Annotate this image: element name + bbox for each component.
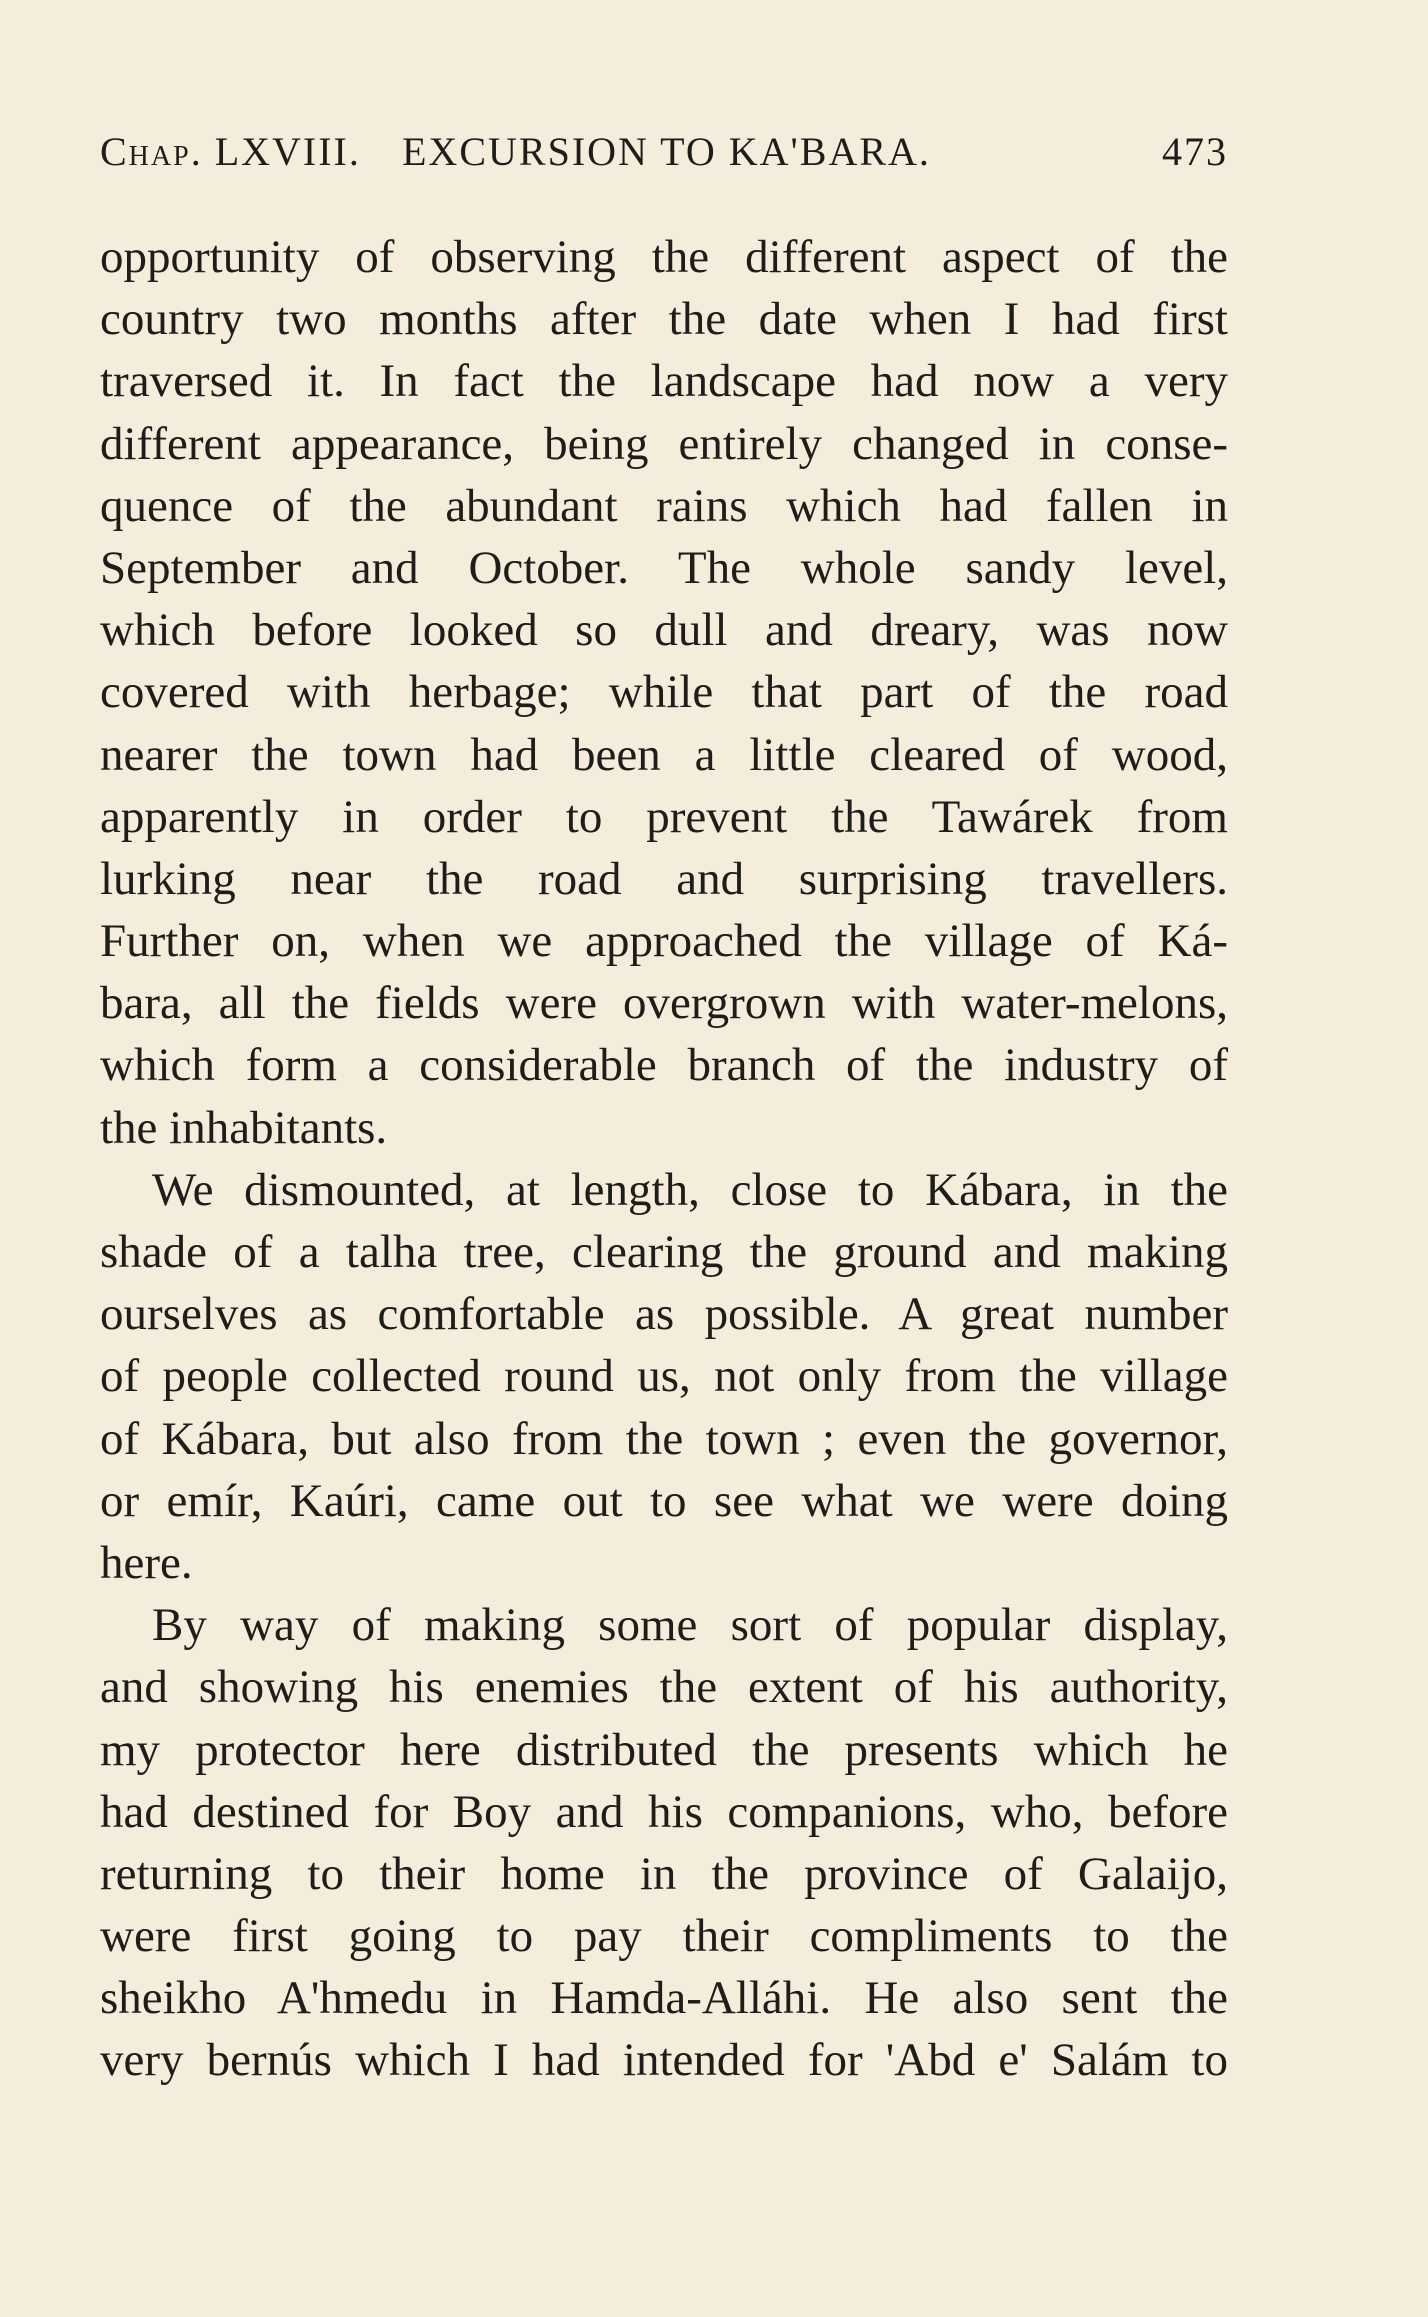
text-line: lurking near the road and surprising travellers. (100, 852, 1228, 905)
text-line: By way of making some sort of popular display, (152, 1599, 1228, 1652)
text-line: were first going to pay their compliments to the (100, 1910, 1228, 1963)
body-text (100, 226, 1228, 2092)
text-line: had destined for Boy and his companions, who, before (100, 1785, 1228, 1838)
text-line: which form a considerable branch of the industry of (100, 1039, 1228, 1092)
text-line: of Kábara, but also from the town ; even the governor, (100, 1412, 1228, 1465)
text-line: of people collected round us, not only from the village (100, 1350, 1228, 1403)
text-line: bara, all the fields were overgrown with water-melons, (100, 977, 1228, 1030)
text-line: apparently in order to prevent the Tawárek from (100, 790, 1228, 843)
running-header (100, 128, 1228, 184)
text-line: quence of the abundant rains which had fallen in (100, 479, 1228, 532)
text-line: nearer the town had been a little cleared of wood, (100, 728, 1228, 781)
text-line: We dismounted, at length, close to Kábara, in the (152, 1163, 1228, 1216)
chapter-title: EXCURSION TO KA'BARA. (402, 129, 931, 174)
text-line: country two months after the date when I had first (100, 293, 1228, 346)
text-line: my protector here distributed the presents which he (100, 1723, 1228, 1776)
text-line: ourselves as comfortable as possible. A great number (100, 1288, 1228, 1341)
text-line: and showing his enemies the extent of his authority, (100, 1661, 1228, 1714)
text-line: different appearance, being entirely changed in conse- (100, 417, 1228, 470)
text-line: covered with herbage; while that part of the road (100, 666, 1228, 719)
text-line: traversed it. In fact the landscape had now a very (100, 355, 1228, 408)
text-line: Further on, when we approached the village of Ká- (100, 915, 1228, 968)
text-line: sheikho A'hmedu in Hamda-Alláhi. He also sent the (100, 1972, 1228, 2025)
text-line: opportunity of observing the different aspect of the (100, 231, 1228, 283)
text-line: the inhabitants. (100, 1101, 388, 1154)
text-line: or emír, Kaúri, came out to see what we were doing (100, 1474, 1228, 1527)
page-number: 473 (1162, 129, 1228, 174)
text-line: shade of a talha tree, clearing the ground and making (100, 1226, 1228, 1278)
text-line: very bernús which I had intended for 'Abd e' Salám to (100, 2034, 1228, 2087)
chapter-label: Chap. LXVIII. (100, 129, 361, 174)
text-line: September and October. The whole sandy level, (100, 541, 1228, 594)
text-line: which before looked so dull and dreary, was now (100, 604, 1228, 657)
text-line: returning to their home in the province of Galaijo, (100, 1847, 1228, 1900)
text-line: here. (100, 1536, 193, 1589)
